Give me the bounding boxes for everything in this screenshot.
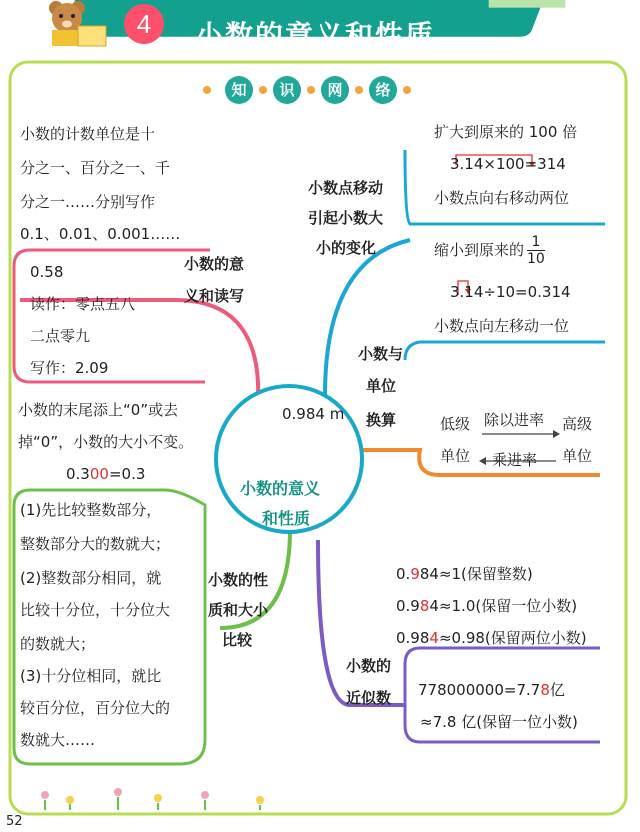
high-unit-line1: 高级 [562, 415, 593, 433]
shrink-fraction [527, 234, 545, 267]
shrink-title-text: 缩小到原来的 [434, 241, 525, 259]
green-bracket [14, 490, 205, 764]
meaning-label-line2: 义和读写 [184, 287, 245, 305]
move-label-line2: 引起小数大 [308, 209, 384, 227]
units-label-line2: 单位 [366, 377, 397, 395]
property-example-zeros: 00 [89, 465, 109, 483]
compare-line5: 的数就大； [20, 635, 96, 653]
unit-text-line2: 分之一、百分之一、千 [20, 159, 171, 177]
approx-row2-b: 4≈1.0(保留一位小数) [429, 597, 578, 615]
expand-note: 小数点向右移动两位 [434, 189, 570, 207]
approx-big-highlight: 8 [540, 681, 550, 699]
compare-line4: 比较十分位，十分位大 [20, 601, 171, 619]
page-number: 52 [6, 814, 23, 829]
subtitle-char-2: 识 [273, 76, 301, 104]
grass-decoration [45, 797, 260, 810]
subtitle-char-3: 网 [321, 76, 349, 104]
approx-big-b: 亿 [549, 681, 565, 699]
subtitle-dot [307, 86, 315, 94]
compare-line8: 数就大…… [20, 731, 96, 749]
approx-row1-highlight: 9 [410, 565, 420, 583]
multiply-rate: 乘进率 [492, 451, 538, 469]
expand-equation: 3.14×100=314 [450, 155, 566, 173]
center-title-line1: 小数的意义 [240, 479, 321, 498]
approx-row2-a: 0.9 [396, 597, 420, 615]
approx-row1-a: 0. [396, 565, 411, 583]
approx-row2 [396, 596, 577, 616]
shrink-equation: 3.14÷10=0.314 [450, 283, 571, 301]
meaning-label-line1: 小数的意 [184, 255, 245, 273]
high-unit-line2: 单位 [562, 447, 593, 465]
read-line1: 读作：零点五八 [30, 295, 136, 313]
blue-branch-line [325, 240, 410, 395]
approx-label-line1: 小数的 [346, 657, 392, 675]
shrink-numerator: 1 [527, 234, 545, 251]
unit-text-line3: 分之一……分别写作 [20, 193, 156, 211]
shrink-denominator: 10 [527, 251, 545, 267]
chapter-number-badge: 4 [124, 4, 164, 44]
compare-label-line1: 小数的性 [208, 571, 269, 589]
subtitle-dot [259, 86, 267, 94]
approx-row3-highlight: 4 [429, 629, 439, 647]
approx-row3-b: ≈0.98(保留两位小数) [438, 629, 587, 647]
example-number: 0.58 [30, 263, 64, 281]
subtitle-char-4: 络 [369, 76, 397, 104]
pink-branch-line [20, 300, 258, 400]
property-example [66, 464, 145, 484]
flower-decoration [41, 788, 264, 804]
property-example-prefix: 0.3 [66, 465, 90, 483]
compare-line6: (3)十分位相同，就比 [20, 667, 162, 685]
move-label-line1: 小数点移动 [308, 179, 384, 197]
compare-line1: (1)先比较整数部分， [20, 501, 162, 519]
compare-label-line2: 质和大小 [208, 601, 269, 619]
unit-text-line4: 0.1、0.01、0.001…… [20, 225, 181, 243]
property-text-line1: 小数的末尾添上“0”或去 [18, 401, 179, 419]
purple-branch-line [318, 540, 405, 705]
page-title: 小数的意义和性质 [195, 19, 436, 52]
divide-rate: 除以进率 [484, 411, 545, 429]
approx-label-line2: 近似数 [346, 689, 392, 707]
compare-line7: 较百分位，百分位大的 [20, 699, 171, 717]
low-unit-line1: 低级 [440, 415, 471, 433]
subtitle-dot [355, 86, 363, 94]
compare-line2: 整数部分大的数就大； [20, 535, 171, 553]
approx-row3-a: 0.98 [396, 629, 430, 647]
center-measure: 0.984 m [282, 405, 345, 423]
center-title-line2: 和性质 [262, 509, 311, 528]
blue-bracket [405, 342, 605, 360]
units-label-line3: 换算 [366, 411, 397, 429]
approx-big-a: 778000000=7.7 [418, 681, 541, 699]
subtitle-dot [403, 86, 411, 94]
shrink-note: 小数点向左移动一位 [434, 317, 570, 335]
compare-line3: (2)整数部分相同，就 [20, 569, 162, 587]
write-line: 写作：2.09 [30, 359, 109, 377]
approx-row1 [396, 564, 533, 584]
subtitle-char-1: 知 [225, 76, 253, 104]
move-label-line3: 小的变化 [316, 239, 377, 257]
read-line2: 二点零九 [30, 327, 91, 345]
unit-text-line1: 小数的计数单位是十 [20, 125, 156, 143]
approx-row1-b: 84≈1(保留整数) [419, 565, 533, 583]
approx-big-line2: ≈7.8 亿(保留一位小数) [420, 713, 578, 731]
low-unit-line2: 单位 [440, 447, 471, 465]
property-example-suffix: =0.3 [108, 465, 146, 483]
shrink-title [434, 234, 545, 267]
approx-row3 [396, 628, 587, 648]
approx-row2-highlight: 8 [419, 597, 430, 615]
subtitle-dot [203, 86, 211, 94]
expand-title: 扩大到原来的 100 倍 [434, 123, 578, 141]
approx-big-line1 [418, 680, 565, 700]
compare-label-line3: 比较 [222, 631, 253, 649]
units-label-line1: 小数与 [358, 345, 404, 363]
property-text-line2: 掉“0”，小数的大小不变。 [18, 433, 194, 451]
